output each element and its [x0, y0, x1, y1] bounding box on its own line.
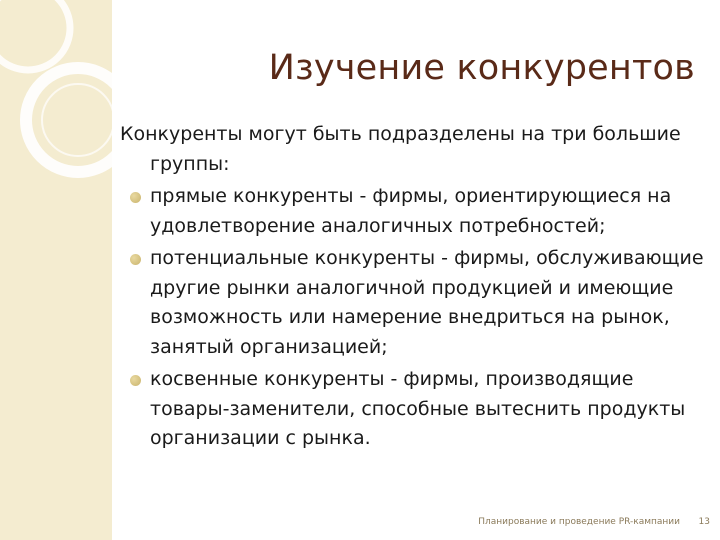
- slide-footer: [430, 517, 720, 533]
- bullet-item: [120, 365, 705, 454]
- decorative-side-band: [0, 0, 112, 540]
- bullet-text: потенциальные конкуренты - фирмы, обслуживающие другие рынки аналогичной продукцией и имеющие возможность или намерение внедриться на рынок, занятый организацией;: [150, 247, 704, 358]
- decorative-circle-inner: [42, 84, 112, 156]
- bullet-dot-icon: [130, 254, 141, 265]
- page-number: 13: [698, 517, 710, 527]
- bullet-list: [120, 182, 705, 454]
- bullet-dot-icon: [130, 375, 141, 386]
- decorative-circle-top: [0, 0, 70, 70]
- bullet-item: [120, 182, 705, 241]
- footer-text: Планирование и проведение PR-кампании: [478, 517, 680, 527]
- bullet-text: прямые конкуренты - фирмы, ориентирующиеся на удовлетворение аналогичных потребностей;: [150, 185, 672, 237]
- decorative-circles: [0, 0, 112, 540]
- decorative-circle-large: [26, 68, 112, 172]
- bullet-item: [120, 244, 705, 362]
- slide-title: Изучение конкурентов: [268, 48, 695, 88]
- bullet-dot-icon: [130, 192, 141, 203]
- slide-content: [120, 120, 705, 457]
- intro-text: Конкуренты могут быть подразделены на три большие группы:: [120, 123, 681, 175]
- bullet-text: косвенные конкуренты - фирмы, производящие товары-заменители, способные вытеснить продукты организации с рынка.: [150, 368, 686, 449]
